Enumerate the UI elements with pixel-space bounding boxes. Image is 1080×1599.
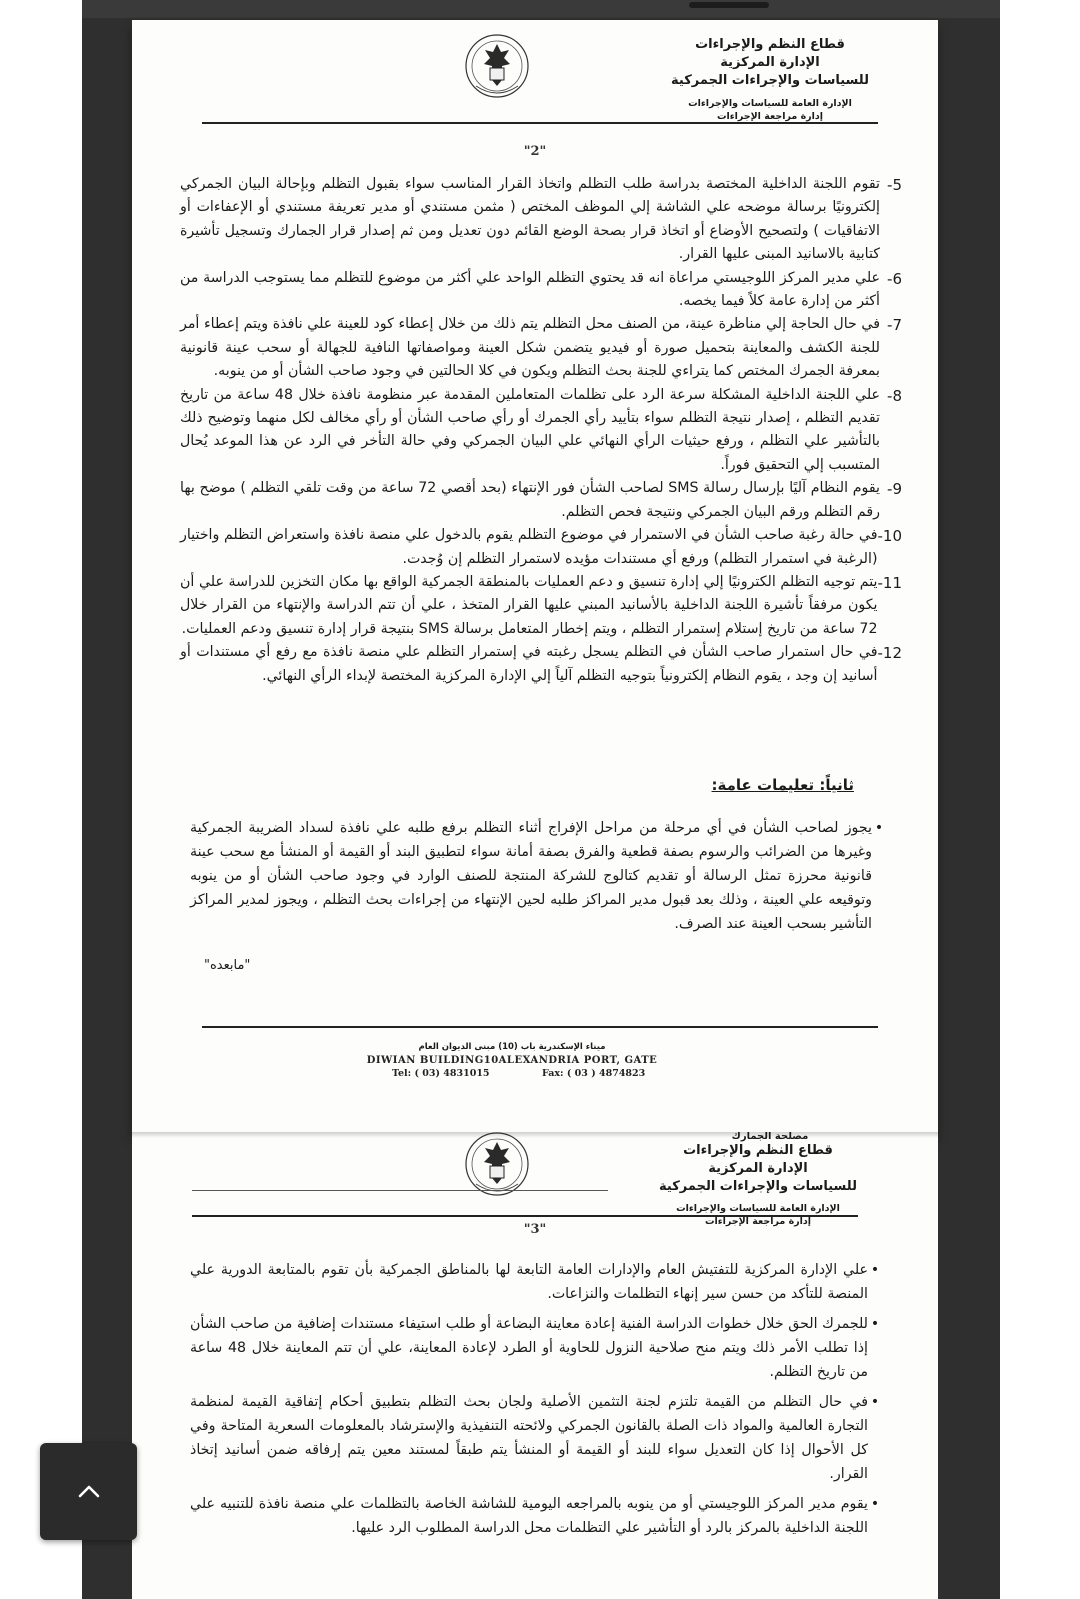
document-page-2 bbox=[132, 20, 938, 1132]
item-text: في حالة رغبة صاحب الشأن في الاستمرار في موضوع التظلم يقوم بالدخول علي منصة نافذة واستعراض التظلم واختيار (الرغبة في استمرار التظلم) ورفع أي مستندات مؤيده لاستمرار التظلم إن وُجدت. bbox=[180, 527, 878, 567]
chevron-up-icon bbox=[76, 1479, 102, 1505]
bullet-item bbox=[190, 816, 886, 936]
page-number: "2" bbox=[523, 144, 547, 159]
bullet-text: يقوم مدير المركز اللوجيستي أو من ينوبه بالمراجعه اليومية للشاشة الخاصة بالتظلمات علي منصة نافذة للتنبيه علي اللجنة الداخلية بالمركز بالرد أو التأشير علي التظلمات محل الدراسة المطلوب الرد عليها. bbox=[190, 1496, 868, 1536]
list-item bbox=[180, 173, 902, 267]
list-item bbox=[180, 524, 902, 571]
list-item bbox=[180, 313, 902, 383]
list-item bbox=[180, 477, 902, 524]
header-org-line-2: الإدارة المركزية bbox=[708, 1161, 808, 1176]
item-number: 8- bbox=[887, 386, 902, 405]
list-item bbox=[180, 384, 902, 478]
list-item bbox=[180, 571, 902, 641]
header-rule bbox=[192, 1215, 858, 1217]
header-sub-line-1: الإدارة العامة للسياسات والإجراءات bbox=[688, 98, 852, 109]
item-number: 12- bbox=[877, 644, 902, 663]
bullet-item bbox=[190, 1390, 882, 1486]
bullet-text: في حال التظلم من القيمة تلتزم لجنة التثمين الأصلية ولجان بحث التظلم بتطبيق أحكام إتفاقية القيمة لمنظمة التجارة العالمية والمواد ذات الصلة بالقانون الجمركي ولائحته التنفيذية والإسترشاد بالمعلومات السعرية المتاحة وفي كل الأحوال إذا كان التعديل سواء للبند أو القيمة أو المنشأ يتم طبقاً لمستند معين يتم إرفاقه ضمن أسانيد إتخاذ القرار. bbox=[190, 1394, 868, 1482]
header-org-line-2: الإدارة المركزية bbox=[720, 55, 820, 70]
section-heading: ثانياً: تعليمات عامة: bbox=[711, 776, 854, 794]
viewer-top-bar bbox=[82, 0, 1000, 18]
header-sub-line-2: إدارة مراجعة الإجراءات bbox=[716, 111, 824, 122]
item-number: 6- bbox=[887, 269, 902, 288]
item-number: 11- bbox=[877, 573, 902, 592]
page-number: "3" bbox=[523, 1222, 547, 1237]
list-item bbox=[180, 267, 902, 314]
customs-emblem-icon bbox=[462, 1132, 532, 1204]
list-item bbox=[180, 641, 902, 688]
top-bar-handle bbox=[689, 2, 769, 8]
bullet-icon: • bbox=[870, 1394, 880, 1410]
footer-address-english: DIWIAN BUILDING10ALEXANDRIA PORT, GATE bbox=[366, 1055, 658, 1066]
bullet-icon: • bbox=[870, 1262, 880, 1278]
header-org-line-3: للسياسات والإجراءات الجمركية bbox=[659, 1179, 857, 1194]
item-number: 7- bbox=[887, 316, 902, 335]
footer-tel: Tel: ( 03) 4831015 bbox=[392, 1068, 490, 1079]
header-left-rule bbox=[192, 1190, 608, 1191]
scroll-to-top-button[interactable] bbox=[40, 1443, 137, 1540]
item-text: يتم توجيه التظلم الكترونيًا إلي إدارة تنسيق و دعم العمليات بالمنطقة الجمركية الواقع بها مكان التخزين للدراسة علي أن يكون مرفقاً تأشيرة اللجنة الداخلية بالأسانيد المبني عليها القرار المتخذ ، علي أن تتم الدراسة والإنتهاء من القرار خلال 72 ساعة من تاريخ إستلام إستمرار التظلم ، ويتم إخطار المتعامل برسالة SMS بنتيجة قرار إدارة تنسيق ودعم العمليات. bbox=[180, 573, 878, 637]
numbered-items bbox=[180, 173, 902, 688]
header-top-line: مصلحة الجمارك bbox=[731, 1132, 809, 1142]
customs-emblem-icon bbox=[462, 28, 532, 106]
header-rule bbox=[202, 122, 878, 124]
item-text: يقوم النظام آليًا بإرسال رسالة SMS لصاحب الشأن فور الإنتهاء (بحد أقصي 72 ساعة من وقت تلقي التظلم ) موضح بها رقم التظلم ورقم البيان الجمركي ونتيجة فحص التظلم. bbox=[180, 480, 880, 520]
item-text: علي مدير المركز اللوجيستي مراعاة انه قد يحتوي التظلم الواحد علي أكثر من موضوع للتظلم مما يستوجب الدراسة من أكثر من إدارة عامة كلاً فيما يخصه. bbox=[180, 269, 880, 310]
item-number: 5- bbox=[887, 176, 902, 194]
bullet-icon: • bbox=[870, 1316, 880, 1332]
bullet-text: علي الإدارة المركزية للتفتيش العام والإدارات العامة التابعة لها بالمناطق الجمركية بأن تقوم بالمتابعة الدورية علي المنصة للتأكد من حسن سير إنهاء التظلمات والنزاعات. bbox=[190, 1262, 868, 1302]
general-instructions bbox=[190, 816, 886, 936]
item-number: 10- bbox=[877, 527, 902, 546]
header-org-line-1: قطاع النظم والإجراءات bbox=[695, 37, 845, 52]
footer-fax: Fax: ( 03 ) 4874823 bbox=[542, 1068, 646, 1079]
bullet-text: للجمرك الحق خلال خطوات الدراسة الفنية إعادة معاينة البضاعة أو طلب استيفاء مستندات إضافية من صاحب الشأن إذا تطلب الأمر ذلك ويتم منح صلاحية النزول للحاوية أو الطرد لإعادة المعاينة، علي أن تتم المعاينة خلال 48 ساعة من تاريخ التظلم. bbox=[190, 1316, 868, 1380]
bullet-icon: • bbox=[874, 820, 884, 836]
continued-note: "مابعده" bbox=[204, 958, 251, 973]
bullet-item bbox=[190, 1492, 882, 1540]
bullet-icon: • bbox=[870, 1496, 880, 1512]
header-org-line-1: قطاع النظم والإجراءات bbox=[683, 1143, 833, 1158]
header-sub-line-1: الإدارة العامة للسياسات والإجراءات bbox=[676, 1203, 840, 1214]
document-page-3 bbox=[132, 1132, 938, 1599]
footer-rule bbox=[202, 1026, 878, 1028]
header-sub-line-2: إدارة مراجعة الإجراءات bbox=[704, 1216, 812, 1227]
bullet-item bbox=[190, 1312, 882, 1384]
instructions-list bbox=[190, 1258, 882, 1540]
item-text: علي اللجنة الداخلية المشكلة سرعة الرد على تظلمات المتعاملين المقدمة عبر منظومة نافذة خلال 48 ساعة من تاريخ تقديم التظلم ، إصدار نتيجة التظلم سواء بتأييد رأي الجمرك أو رأي صاحب الشأن أو رأي مخالف لكل منهما وتوضيح ذلك بالتأشير علي التظلم ، ورفع حيثيات الرأي النهائي علي البيان الجمركي وفي حالة التأخر في الرد عن هذا الموعد يُحال المتسبب إلي التحقيق فوراً. bbox=[180, 386, 880, 473]
item-number: 9- bbox=[887, 480, 902, 499]
item-text: في حال استمرار صاحب الشأن في التظلم يسجل رغبته في إستمرار التظلم علي منصة نافذة مع رفع أي مستندات أو أسانيد إن وجد ، يقوم النظام إلكترونياً بتوجيه التظلم آلياً إلي الإدارة المركزية المختصة لإبداء الرأي النهائي. bbox=[180, 644, 878, 684]
bullet-text: يجوز لصاحب الشأن في أي مرحلة من مراحل الإفراج أثناء التظلم برفع طلبه علي نافذة لسداد الضريبة الجمركية وغيرها من الضرائب والرسوم بصفة قطعية والفرق بصفة أمانة سواء لتطبيق البند أو القيمة أو المنشأ مع سحب عينة قانونية محرزة تمثل الرسالة أو تقديم كتالوج للشركة المنتجة للصنف الوارد في وجود صاحب الشأن أو من ينوبه وتوقيعه علي العينة ، وذلك بعد قبول مدير المراكز طلبه لحين الإنتهاء من إجراءات بحث التظلم ، ويجوز لمدير المراكز التأشير بسحب العينة عند الصرف. bbox=[190, 820, 872, 932]
bullet-item bbox=[190, 1258, 882, 1306]
footer-address-arabic: ميناء الإسكندرية باب (10) مبنى الديوان العام bbox=[418, 1042, 606, 1052]
item-text: في حال الحاجة إلي مناظرة عينة، من الصنف محل التظلم يتم ذلك من خلال إعطاء كود للعينة علي نافذة ويتم إعطاء أمر للجنة الكشف والمعاينة بتحميل صورة أو فيديو يتضمن شكل العينة ومواصفاتها النافية للجهالة أو سحب عينة قانونية بمعرفة الجمرك المختص كما يتراءي للجنة بحث التظلم ويكون في كلا الحالتين في وجود صاحب الشأن أو من ينوبه. bbox=[180, 316, 880, 380]
item-text: تقوم اللجنة الداخلية المختصة بدراسة طلب التظلم واتخاذ القرار المناسب سواء بقبول التظلم وبإحالة البيان الجمركي إلكترونيًا برسالة موضحه علي الشاشة إلي الموظف المختص ( مثمن مستندي أو مدير تعريفة مستندي أو الإعفاءات أو الاتفاقيات ) ولتصحيح الأوضاع أو اتخاذ قرار بصحة الوضع القائم دون تعديل ومن ثم إصدار قرار الجمارك وتسجيل تأشيرة كتابية بالاسانيد المبنى عليها القرار. bbox=[180, 176, 880, 263]
header-org-line-3: للسياسات والإجراءات الجمركية bbox=[671, 73, 869, 88]
